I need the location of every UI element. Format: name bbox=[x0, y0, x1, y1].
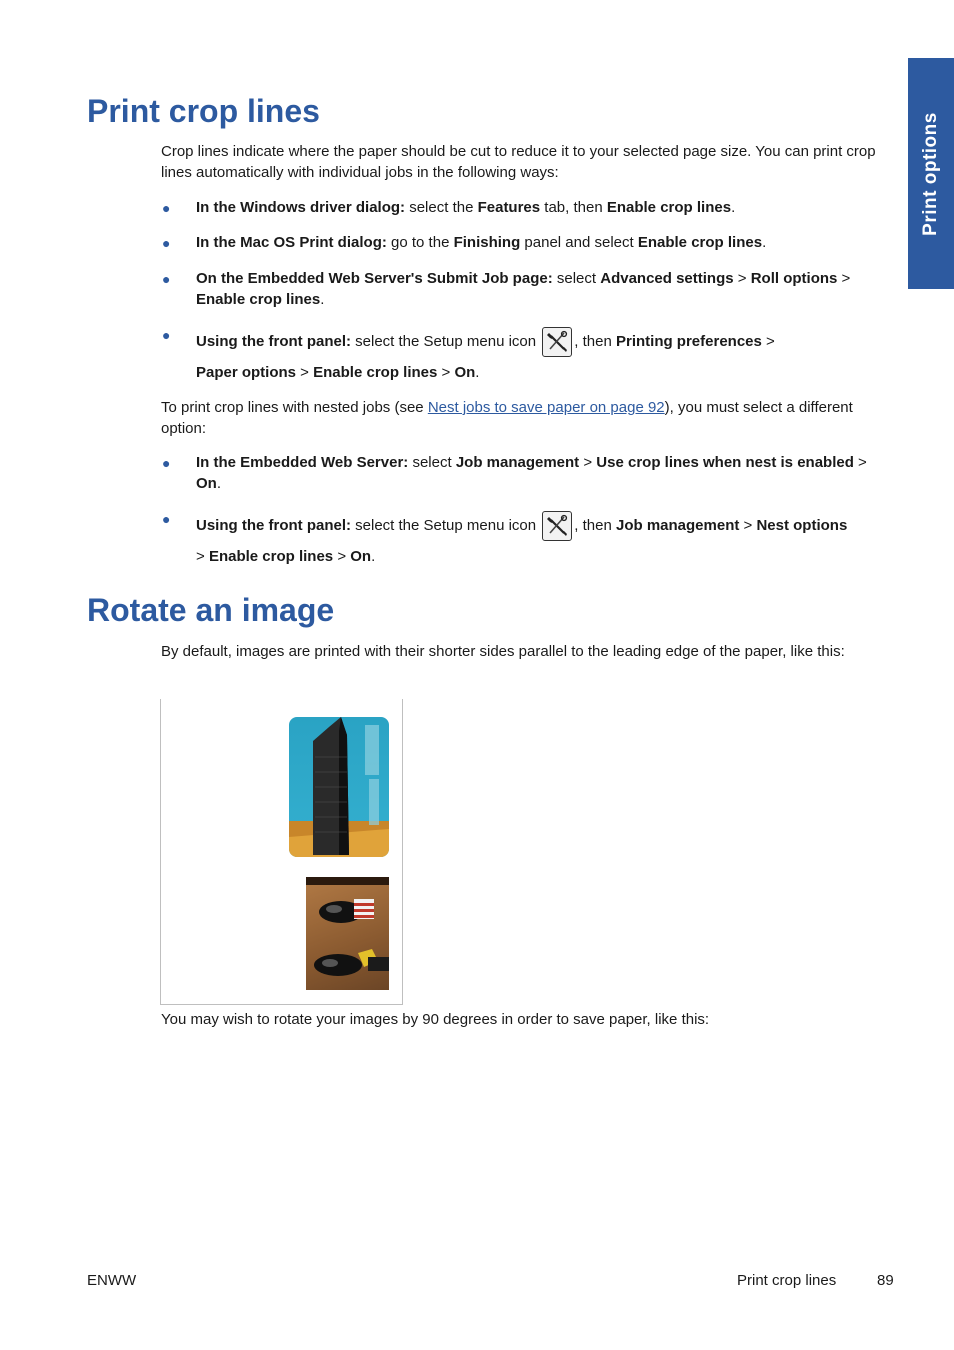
bullet-icon: ● bbox=[162, 511, 171, 527]
crop-lines-intro: Crop lines indicate where the paper should be cut to reduce it to your selected page size. You can print crop lines automatically with individual jobs in the following ways: bbox=[161, 143, 876, 181]
nested-jobs-paragraph: To print crop lines with nested jobs (see Nest jobs to save paper on page 92), you must select a different option: bbox=[161, 399, 853, 437]
list-item-ews-nest: In the Embedded Web Server: select Job management > Use crop lines when nest is enabled > On. bbox=[196, 454, 867, 492]
bullet-icon: ● bbox=[162, 327, 171, 343]
list-item-front-panel-nest: Using the front panel: select the Setup menu icon , then Job management > Nest options > Enable crop lines > On. bbox=[196, 510, 886, 572]
building-photo bbox=[289, 717, 389, 857]
list-item-embedded-web-server: On the Embedded Web Server's Submit Job page: select Advanced settings > Roll options > Enable crop lines. bbox=[196, 270, 851, 308]
list-item-mac-print-dialog: In the Mac OS Print dialog: go to the Finishing panel and select Enable crop lines. bbox=[196, 234, 767, 251]
list-item-windows-driver: In the Windows driver dialog: select the Features tab, then Enable crop lines. bbox=[196, 199, 736, 216]
paper-layout-figure bbox=[160, 699, 403, 1005]
nest-jobs-link[interactable]: Nest jobs to save paper on page 92 bbox=[427, 399, 665, 416]
list-item-front-panel: Using the front panel: select the Setup menu icon , then Printing preferences > Paper options > Enable crop lines > On. bbox=[196, 326, 886, 388]
setup-wrench-icon bbox=[542, 327, 572, 357]
side-tab-label: Print options bbox=[920, 111, 941, 236]
footer-left: ENWW bbox=[87, 1272, 137, 1289]
bullet-icon: ● bbox=[162, 200, 171, 216]
bullet-icon: ● bbox=[162, 455, 171, 471]
heading-rotate-an-image: Rotate an image bbox=[87, 592, 335, 628]
bullet-icon: ● bbox=[162, 235, 171, 251]
setup-wrench-icon bbox=[542, 511, 572, 541]
heading-print-crop-lines: Print crop lines bbox=[87, 93, 320, 129]
footer-page-number: 89 bbox=[877, 1272, 894, 1289]
side-tab bbox=[908, 58, 954, 289]
rotate-after: You may wish to rotate your images by 90 degrees in order to save paper, like this: bbox=[161, 1011, 710, 1028]
bullet-icon: ● bbox=[162, 271, 171, 287]
footer-section: Print crop lines bbox=[737, 1272, 837, 1289]
rotate-intro: By default, images are printed with their shorter sides parallel to the leading edge of the paper, like this: bbox=[161, 643, 845, 660]
shoes-photo bbox=[306, 877, 389, 990]
